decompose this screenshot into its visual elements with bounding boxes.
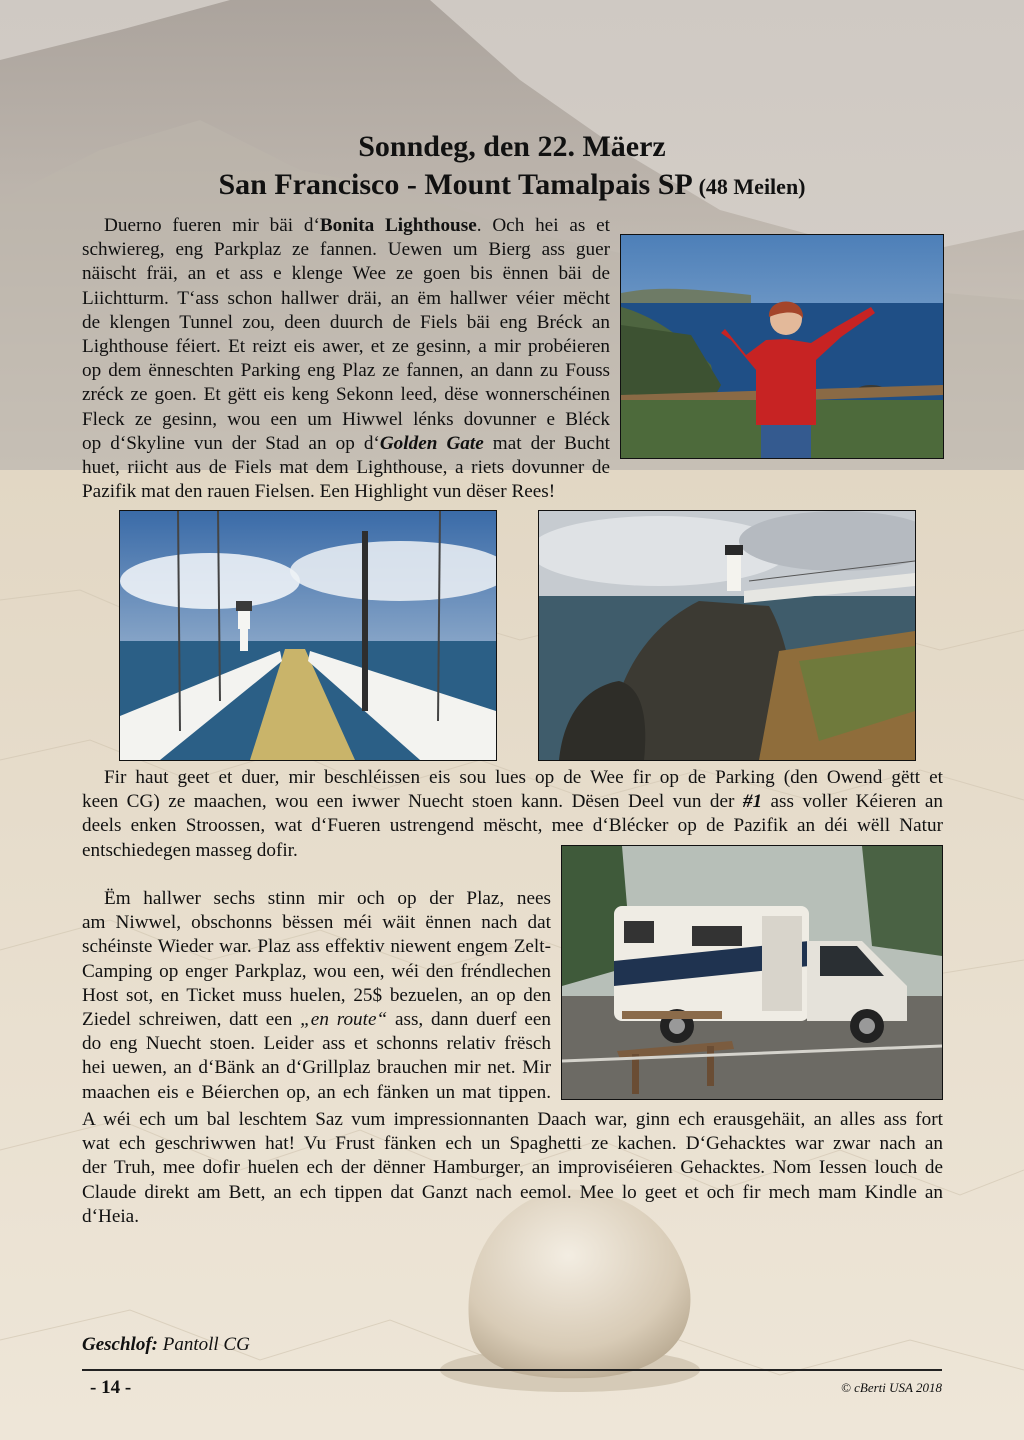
text-line: Fleck ze gesinn, wou een um Hiwwel lénks dovunner e Bléck: [82, 408, 610, 430]
text-line: am Niwwel, obschonns bëssen méi wäit ënnen nach dat: [82, 912, 551, 934]
text-line: d‘Heia.: [82, 1205, 140, 1227]
text-line: Ziedel schreiwen, datt een „en route“ ass, dann duerf een: [82, 1009, 551, 1031]
text-line: Lighthouse féiert. Et reizt eis awer, et ze gesinn, a mir probéieren: [82, 336, 610, 358]
text-line: schwiereg, eng Parkplaz ze fannen. Uewen um Bierg ass guer: [82, 239, 610, 261]
text-line: A wéi ech um bal leschtem Saz vum impressionnanten Daach war, ginn ech erausgehäit, an alles ass fort: [82, 1109, 943, 1130]
text-line: der Truh, mee dofir huelen ech der dënner Hamburger, an improviséieren Gehacktes. Nom Iessen louch de: [82, 1157, 943, 1179]
route-number: #1: [742, 791, 763, 813]
photo-rv-at-campsite: [561, 845, 943, 1100]
quote-en-route: „en route“: [300, 1009, 388, 1031]
text-line: Pazifik mat den rauen Fielsen. Een Highlight vun dëser Rees!: [82, 481, 556, 503]
text-line: de klengen Tunnel zou, deen duurch de Fiels bäi eng Bréck an: [82, 311, 610, 333]
footer-divider: [82, 1369, 942, 1371]
page-number: - 14 -: [90, 1377, 132, 1398]
text-line: näischt fräi, an et ass e klenge Wee ze goen bis ënnen bäi de: [82, 263, 610, 285]
text-line: hei uewen, an d‘Bänk an d‘Grillplaz brauchen mir net. Mir: [82, 1057, 551, 1079]
text-line: maachen eis e Béierchen op, an ech fänken un mat tippen.: [82, 1081, 551, 1103]
text-line: entschiedegen masseg dofir.: [82, 839, 298, 861]
route-distance: (48 Meilen): [698, 174, 806, 199]
place-name: Bonita Lighthouse: [319, 215, 477, 236]
photo-lighthouse-on-cliff: [538, 510, 916, 761]
text-line: huet, riicht aus de Fiels mat dem Lighthouse, a riets dovunner de: [82, 457, 610, 479]
text-line: keen CG) ze maachen, wou een iwwer Nuecht stoen kann. Dësen Deel vun der #1 ass voller Kéieren an: [82, 791, 943, 813]
text-line: zréck ze goen. Et gëtt eis keng Sekonn leed, dëse wonnerschéinen: [82, 384, 610, 406]
page-title-route: [0, 168, 1024, 202]
overnight-location: [82, 1334, 250, 1356]
text-line: Claude direkt am Bett, an ech tippen dat Ganzt nach eemol. Mee lo geet et och fir mech mam Kindle an: [82, 1181, 943, 1203]
paragraph-evening: [82, 1108, 943, 1229]
overnight-value: Pantoll CG: [162, 1334, 250, 1355]
text-line: op d‘Skyline vun der Stad an op d‘Golden Gate mat der Bucht: [82, 432, 610, 454]
paragraph-bonita-lighthouse: [82, 214, 610, 504]
text-line: Duerno fueren mir bäi d‘Bonita Lighthouse. Och hei as et: [104, 215, 610, 236]
photo-woman-at-coast: [620, 234, 944, 459]
text-line: op dem ënneschten Parking eng Plaz ze fannen, an dann zu Fouss: [82, 360, 610, 382]
text-line: deels enken Stroossen, wat d‘Fueren ustrengend mëscht, mee d‘Blécker op de Pazifik an déi wëll Natur: [82, 815, 943, 837]
paragraph-campsite: [82, 887, 551, 1105]
text-line: wat ech geschriwwen hat! Vu Frust fänken ech un Spaghetti ze kachen. D‘Gehacktes war zwar nach an: [82, 1133, 943, 1155]
route-name: San Francisco - Mount Tamalpais SP: [218, 168, 692, 201]
place-name: Golden Gate: [379, 432, 484, 454]
text-line: Host sot, en Ticket muss huelen, 25$ bezuelen, an op den: [82, 984, 551, 1006]
text-line: Camping op enger Parkplaz, wou een, wéi den fréndlechen: [82, 960, 551, 982]
photo-bridge-to-lighthouse: [119, 510, 497, 761]
page-title-date: Sonndeg, den 22. Mäerz: [358, 130, 666, 163]
text-line: Fir haut geet et duer, mir beschléissen eis sou lues op de Wee fir op de Parking (den Owend gëtt et: [104, 767, 943, 788]
copyright-notice: © cBerti USA 2018: [841, 1380, 942, 1395]
text-line: Ëm hallwer sechs stinn mir och op der Plaz, nees: [104, 888, 551, 909]
text-line: schéinste Wieder war. Plaz ass effektiv niewent engem Zelt-: [82, 936, 551, 958]
text-line: Liichtturm. T‘ass schon hallwer dräi, an ëm hallwer véier mëcht: [82, 287, 610, 309]
overnight-label: Geschlof:: [82, 1334, 158, 1355]
text-line: do eng Nuecht stoen. Leider ass et schonns relativ frësch: [82, 1033, 551, 1055]
